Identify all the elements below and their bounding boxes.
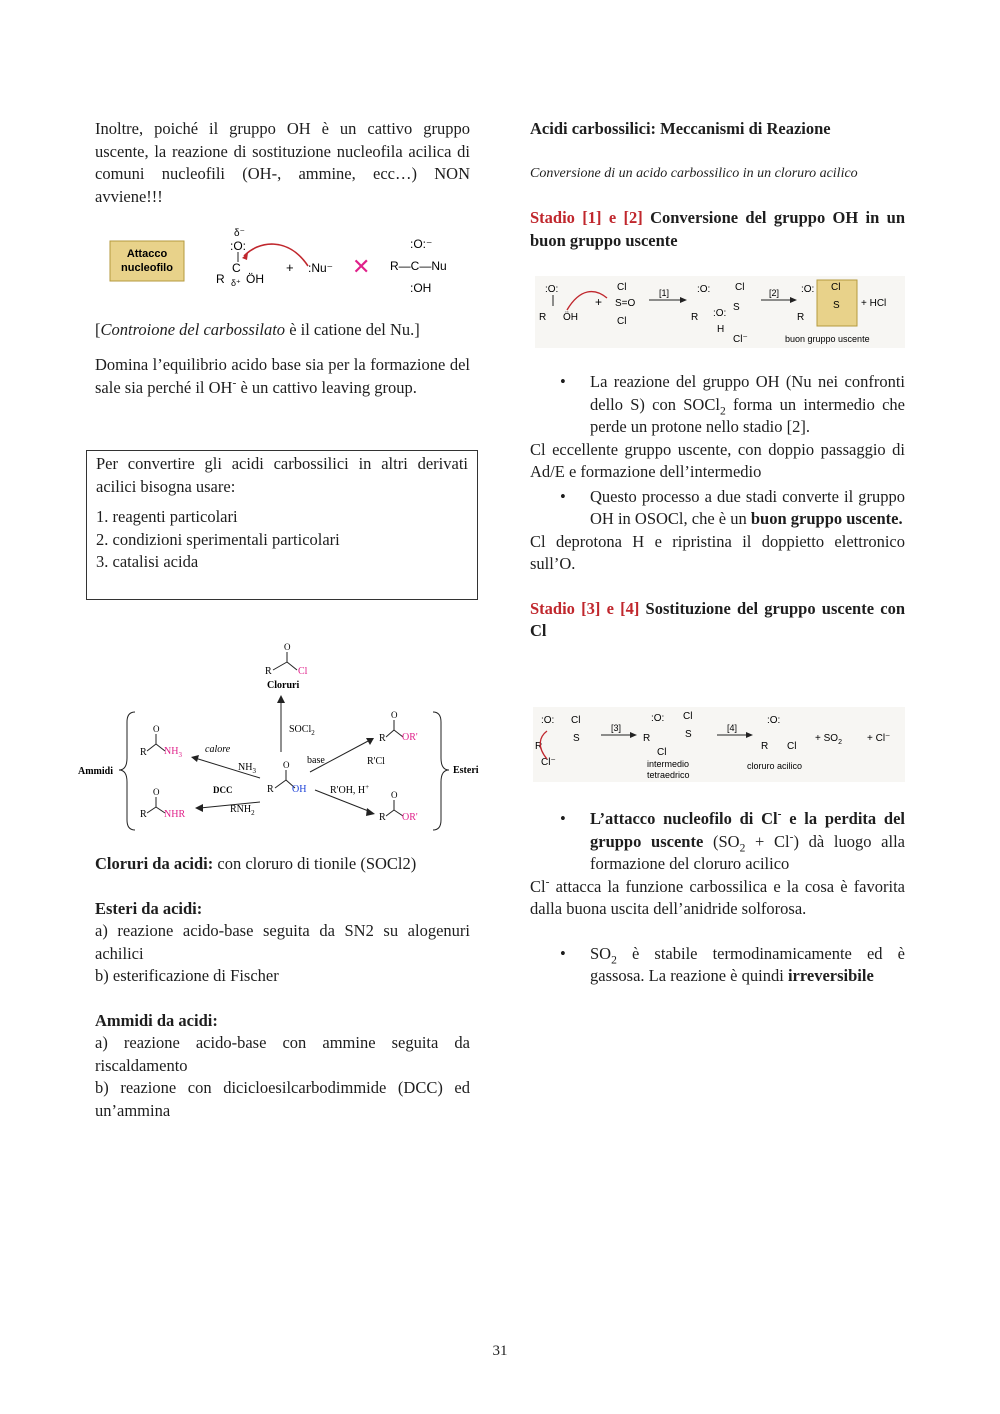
svg-text:R: R — [379, 812, 386, 823]
cl-eccellente-paragraph: Cl eccellente gruppo uscente, con doppio passaggio di Ad/E e formazione dell’intermedio — [530, 439, 905, 481]
deprotona-paragraph: Cl deprotona H e ripristina il doppietto elettronico sull’O. — [530, 531, 905, 573]
svg-text:O: O — [153, 787, 160, 797]
svg-text:+ SO2: + $SO_2$ — [815, 733, 842, 746]
esteri-label: Esteri — [453, 765, 479, 776]
svg-text:Cl: Cl — [787, 741, 797, 752]
attacca-paragraph: Cl- attacca la funzione carbossilica e la cosa è favorita dalla buona uscita dell’anidride solforosa. — [530, 876, 905, 918]
attack-arrow — [244, 244, 308, 266]
svg-text:Cl: Cl — [571, 715, 581, 726]
product-hydroxyl: :OH — [410, 281, 432, 295]
socl2-label: SOCl$_2$ — [289, 724, 315, 737]
carboxylic-acid-conversion-scheme — [75, 640, 495, 835]
svg-text:R: R — [761, 741, 769, 752]
svg-text:Cl: Cl — [735, 282, 745, 293]
svg-text:O: O — [391, 710, 398, 720]
esteri-item-a: a) reazione acido-base seguita da SN2 su alogenuri achilici — [95, 921, 470, 963]
svg-text:R: R — [539, 312, 547, 323]
svg-text:+: + — [595, 295, 603, 309]
svg-text:R: R — [797, 312, 805, 323]
ammidi-heading: Ammidi da acidi: — [95, 1010, 218, 1030]
ester-top-or: OR' — [402, 732, 418, 743]
svg-text:Cl: Cl — [831, 282, 841, 293]
svg-text:Cl: Cl — [617, 282, 627, 293]
calore-label: calore — [205, 744, 231, 755]
cloruri-cl: Cl — [298, 666, 308, 677]
delta-plus-label: δ⁺ — [231, 278, 241, 288]
carbon-atom: C — [232, 261, 241, 275]
svg-text:H: H — [717, 324, 725, 335]
ammidi-item-b: b) reazione con dicicloesilcarbodimmide (DCC) ed un’ammina — [95, 1078, 470, 1120]
esteri-heading: Esteri da acidi: — [95, 898, 203, 918]
svg-text:S: S — [685, 729, 692, 740]
box-item-2: 2. condizioni sperimentali particolari — [96, 529, 340, 549]
svg-text:R: R — [267, 784, 274, 795]
base-label: base — [307, 755, 325, 766]
nucleophilic-attack-figure — [108, 226, 458, 296]
box-intro: Per convertire gli acidi carbossilici in altri derivati acilici bisogna usare: — [96, 454, 468, 496]
page-number: 31 — [492, 1343, 508, 1359]
badge-line1: Attacco — [126, 248, 168, 260]
bullet-2: • Questo processo a due stadi converte il gruppo OH in OSOCl, che è un buon gruppo uscente. — [560, 486, 905, 528]
svg-text:S=O: S=O — [615, 298, 636, 309]
svg-text:intermedio: intermedio — [647, 759, 690, 769]
svg-text:R: R — [140, 809, 147, 820]
svg-text:S: S — [733, 302, 740, 313]
svg-text:S: S — [833, 300, 840, 311]
svg-text:[1]: [1] — [659, 288, 670, 298]
ammidi-label: Ammidi — [78, 766, 113, 777]
section-subtitle: Conversione di un acido carbossilico in un cloruro acilico — [530, 165, 858, 181]
badge-box — [110, 241, 184, 281]
right-text-block-1 — [530, 371, 905, 643]
svg-text:ÖH: ÖH — [563, 312, 578, 323]
plus-sign: + — [286, 260, 294, 275]
nh3-label: $NH_3$ — [238, 762, 256, 775]
bullet-3: • L’attacco nucleofilo di Cl- e la perdita del gruppo uscente $(SO_2 + Cl^-)$ dà luogo alla formazione del cloruro acilico — [560, 808, 905, 873]
svg-text:O: O — [153, 724, 160, 734]
svg-text::O:: :O: — [541, 715, 555, 726]
svg-text:R: R — [140, 747, 147, 758]
left-column — [95, 118, 470, 208]
box-item-1: 1. reagenti particolari — [96, 507, 238, 526]
cloruri-label: Cloruri — [267, 680, 300, 691]
dcc-label: DCC — [213, 785, 233, 795]
svg-text::O:: :O: — [697, 284, 711, 295]
rnh2-label: $RNH_2$ — [230, 804, 255, 817]
stadio-34-mechanism-figure — [533, 707, 905, 782]
amide-nhr: NHR — [164, 809, 186, 820]
info-box — [86, 450, 478, 600]
stadio-12-mechanism-figure — [535, 276, 905, 348]
svg-text:R: R — [379, 733, 386, 744]
intro-paragraph: Inoltre, poiché il gruppo OH è un cattivo gruppo uscente, la reazione di sostituzione nucleofila acilica di comuni nucleofili (OH-, ammine, ecc…) NON avviene!!! — [95, 119, 470, 206]
rcl-label: R'Cl — [367, 756, 385, 767]
svg-text:[4]: [4] — [727, 723, 738, 733]
ammidi-item-a: a) reazione acido-base con ammine seguita da riscaldamento — [95, 1033, 470, 1075]
svg-text:Cl: Cl — [683, 711, 693, 722]
hydroxyl-group: ÖH — [246, 272, 264, 286]
product-formula: R—C—Nu — [390, 259, 447, 273]
svg-text:R: R — [691, 312, 699, 323]
bullet-1: • La reazione del gruppo OH (Nu nei confronti dello S) con SOCl$_2$ forma un intermedio che perde un protone nello stadio [2]. — [560, 372, 906, 436]
svg-text:cloruro acilico: cloruro acilico — [747, 761, 803, 771]
box-item-3: 3. catalisi acida — [96, 552, 199, 571]
svg-text::O:: :O: — [545, 284, 559, 295]
stadio-12-heading: Stadio [1] e [2] Conversione del gruppo OH in un buon gruppo uscente — [530, 208, 905, 250]
stadio-34-heading: Stadio [3] e [4] Sostituzione del gruppo uscente con Cl — [530, 598, 905, 640]
bullet-4: • $SO_2$ è stabile termodinamicamente ed è gassosa. La reazione è quindi irreversibile — [560, 943, 905, 985]
svg-text:R: R — [643, 733, 651, 744]
cloruri-paragraph: Cloruri da acidi: con cloruro di tionile (SOCl2) — [95, 854, 417, 873]
controione-italic: Controione del carbossilato — [100, 320, 286, 339]
amide-nh2: $NH_3$ — [164, 746, 182, 759]
right-column — [530, 118, 905, 252]
center-oh: OH — [292, 784, 307, 795]
controione-paragraph: [Controione del carbossilato è il catione del Nu.] — [95, 320, 420, 339]
blocked-x-icon: ✕ — [352, 254, 371, 279]
svg-text:R: R — [265, 666, 272, 677]
svg-text::O:: :O: — [713, 308, 727, 319]
svg-text::O:: :O: — [767, 715, 781, 726]
badge-line2: nucleofilo — [121, 262, 173, 274]
ester-bottom-or: OR' — [402, 812, 418, 823]
svg-text::O:: :O: — [801, 284, 815, 295]
svg-text:[2]: [2] — [769, 288, 780, 298]
carbonyl-oxygen: :O: — [230, 239, 247, 253]
svg-text:Cl: Cl — [657, 747, 667, 758]
nucleophile: :Nu⁻ — [308, 261, 334, 275]
right-text-block-2 — [530, 808, 905, 988]
svg-text:[3]: [3] — [611, 723, 622, 733]
domina-paragraph: Domina l’equilibrio acido base sia per la formazione del sale sia perché il OH- è un cattivo leaving group. — [95, 355, 470, 397]
esteri-item-b: b) esterificazione di Fischer — [95, 966, 279, 985]
svg-text:S: S — [573, 733, 580, 744]
svg-text:O: O — [283, 760, 290, 770]
svg-text:O: O — [284, 642, 291, 652]
delta-minus-label: δ⁻ — [234, 228, 245, 239]
svg-text:+ Cl⁻: + Cl⁻ — [867, 733, 891, 744]
buon-gruppo-label: buon gruppo uscente — [785, 334, 870, 344]
svg-text:Cl⁻: Cl⁻ — [541, 757, 556, 768]
product-oxygen: :O:⁻ — [410, 237, 433, 251]
left-lower-text — [95, 853, 470, 1122]
roh-label: R'OH, H+ — [330, 783, 370, 796]
svg-text:O: O — [391, 790, 398, 800]
svg-text::O:: :O: — [651, 713, 665, 724]
svg-text:tetraedrico: tetraedrico — [647, 770, 690, 780]
r-group: R — [216, 272, 225, 286]
section-title: Acidi carbossilici: Meccanismi di Reazione — [530, 119, 831, 138]
svg-text:+ HCl: + HCl — [861, 298, 887, 309]
svg-text:R: R — [535, 741, 543, 752]
svg-text:Cl⁻: Cl⁻ — [733, 334, 748, 345]
svg-text:Cl: Cl — [617, 316, 627, 327]
